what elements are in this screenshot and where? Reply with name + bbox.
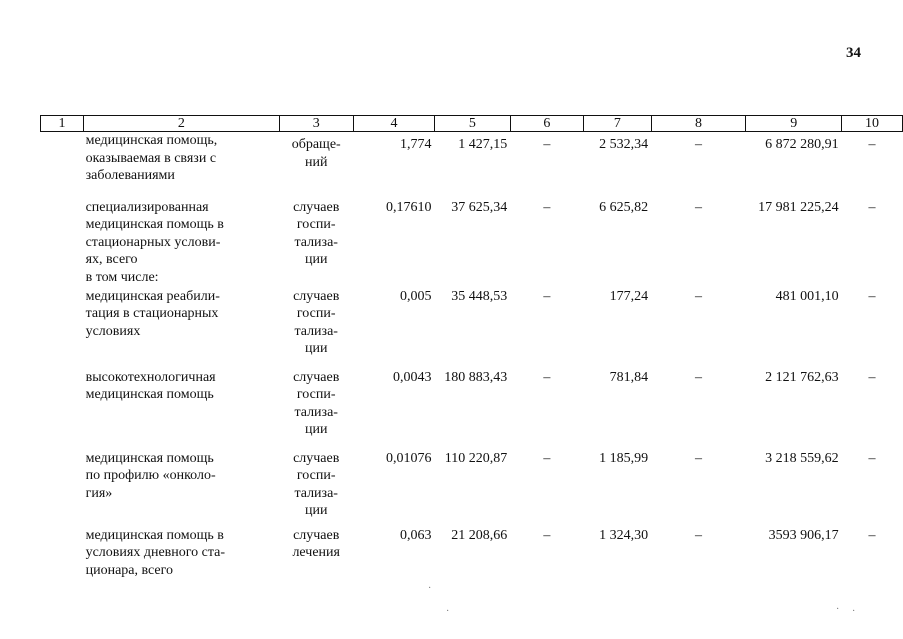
service-description-line: оказываемая в связи с — [85, 150, 217, 166]
service-description-line: ях, всего — [85, 252, 138, 267]
column-10-cell: – — [868, 137, 876, 152]
column-number-1: 1 — [41, 116, 84, 132]
column-8-cell: – — [695, 527, 703, 543]
unit-of-measure-line: случаев — [293, 199, 340, 215]
table-row — [41, 132, 903, 199]
column-8-cell: – — [695, 288, 703, 304]
column-number-2: 2 — [84, 116, 279, 132]
service-description-cell — [84, 527, 279, 589]
column-number-7: 7 — [584, 116, 652, 132]
service-description-line: специализированная — [85, 199, 209, 215]
volume-value-cell: 0,17610 — [386, 199, 432, 215]
unit-of-measure-line: госпи- — [296, 387, 336, 402]
cell-col-1 — [41, 527, 84, 589]
service-description-line: ционара, всего — [85, 562, 174, 578]
table-body — [41, 132, 903, 589]
cell-col-1 — [41, 369, 84, 450]
cost-per-unit-cell: 180 883,43 — [444, 369, 508, 385]
service-description-line: высокотехнологичная — [85, 369, 216, 385]
service-description-line: тация в стационарных — [85, 306, 219, 321]
service-description-cell — [84, 199, 279, 288]
column-6-cell: – — [543, 369, 551, 385]
per-capita-norm-cell: 781,84 — [609, 369, 649, 385]
unit-of-measure-line: ции — [304, 422, 328, 437]
service-description-line: медицинская реабили- — [85, 288, 220, 304]
column-number-3: 3 — [279, 116, 353, 132]
column-10-cell: – — [868, 527, 876, 543]
page-number: 34 — [846, 45, 861, 61]
unit-of-measure-cell — [279, 199, 353, 288]
unit-of-measure-line: тализа- — [294, 323, 338, 339]
volume-value-cell: 0,01076 — [386, 450, 432, 466]
scan-speck: · — [836, 604, 840, 615]
table-row — [41, 369, 903, 450]
unit-of-measure-line: ции — [304, 341, 328, 356]
cost-per-unit-cell: 110 220,87 — [444, 450, 508, 466]
unit-of-measure-cell — [279, 288, 353, 369]
per-capita-norm-cell: 2 532,34 — [599, 137, 649, 152]
total-cost-cell: 2 121 762,63 — [765, 369, 839, 385]
column-number-9: 9 — [746, 116, 842, 132]
unit-of-measure-cell — [279, 527, 353, 589]
unit-of-measure-line: случаев — [293, 527, 340, 543]
cost-per-unit-cell: 37 625,34 — [451, 199, 508, 215]
column-8-cell: – — [695, 199, 703, 215]
cell-col-1 — [41, 199, 84, 288]
service-description-cell — [84, 369, 279, 450]
service-description-cell — [84, 132, 279, 199]
service-description-line: в том числе: — [85, 269, 159, 285]
cell-col-1 — [41, 450, 84, 527]
unit-of-measure-cell — [279, 450, 353, 527]
unit-of-measure-line: обраще- — [291, 137, 341, 152]
unit-of-measure-cell — [279, 369, 353, 450]
unit-of-measure-line: госпи- — [296, 217, 336, 232]
unit-of-measure-line: лечения — [292, 545, 340, 560]
service-description-line: заболеваниями — [85, 168, 175, 183]
unit-of-measure-line: случаев — [293, 288, 340, 304]
volume-value-cell: 0,0043 — [393, 369, 432, 385]
cost-per-unit-cell: 1 427,15 — [458, 137, 508, 152]
column-8-cell: – — [695, 137, 703, 152]
column-10-cell: – — [868, 288, 876, 304]
column-6-cell: – — [543, 527, 551, 543]
unit-of-measure-line: случаев — [293, 450, 340, 466]
table-row — [41, 527, 903, 589]
column-number-header-row — [41, 116, 903, 132]
table-row — [41, 199, 903, 288]
tariff-table — [40, 115, 903, 589]
service-description-line: по профилю «онколо- — [85, 468, 216, 483]
volume-value-cell: 1,774 — [400, 137, 432, 152]
service-description-cell — [84, 450, 279, 527]
cell-col-1 — [41, 288, 84, 369]
unit-of-measure-line: госпи- — [296, 306, 336, 321]
service-description-line: стационарных услови- — [85, 234, 221, 250]
cost-per-unit-cell: 21 208,66 — [451, 527, 508, 543]
column-number-6: 6 — [510, 116, 583, 132]
total-cost-cell: 17 981 225,24 — [758, 199, 839, 215]
service-description-line: медицинская помощь в — [85, 527, 224, 543]
column-6-cell: – — [543, 450, 551, 466]
service-description-line: медицинская помощь — [85, 450, 214, 466]
unit-of-measure-line: тализа- — [294, 234, 338, 250]
unit-of-measure-line: ции — [304, 503, 328, 518]
service-description-line: условиях — [85, 323, 141, 339]
unit-of-measure-line: госпи- — [296, 468, 336, 483]
service-description-line: медицинская помощь, — [85, 133, 218, 148]
cost-per-unit-cell: 35 448,53 — [451, 288, 508, 304]
column-number-5: 5 — [435, 116, 511, 132]
column-10-cell: – — [868, 450, 876, 466]
cell-col-1 — [41, 132, 84, 199]
volume-value-cell: 0,063 — [400, 527, 432, 543]
unit-of-measure-cell — [279, 132, 353, 199]
total-cost-cell: 6 872 280,91 — [765, 137, 839, 152]
column-number-10: 10 — [842, 116, 903, 132]
service-description-line: медицинская помощь в — [85, 217, 224, 232]
column-number-8: 8 — [651, 116, 746, 132]
column-6-cell: – — [543, 137, 551, 152]
total-cost-cell: 3593 906,17 — [768, 527, 839, 543]
volume-value-cell: 0,005 — [400, 288, 432, 304]
scan-speck: · — [428, 583, 432, 594]
service-description-line: медицинская помощь — [85, 387, 214, 402]
unit-of-measure-line: случаев — [293, 369, 340, 385]
column-number-4: 4 — [353, 116, 434, 132]
per-capita-norm-cell: 177,24 — [609, 288, 649, 304]
per-capita-norm-cell: 1 324,30 — [599, 527, 649, 543]
scan-speck: · — [852, 606, 856, 617]
column-6-cell: – — [543, 288, 551, 304]
column-6-cell: – — [543, 199, 551, 215]
column-8-cell: – — [695, 369, 703, 385]
total-cost-cell: 3 218 559,62 — [765, 450, 839, 466]
column-10-cell: – — [868, 199, 876, 215]
unit-of-measure-line: тализа- — [294, 485, 338, 501]
per-capita-norm-cell: 1 185,99 — [599, 450, 649, 466]
unit-of-measure-line: ции — [304, 252, 328, 267]
column-8-cell: – — [695, 450, 703, 466]
unit-of-measure-line: тализа- — [294, 404, 338, 420]
table-row — [41, 450, 903, 527]
unit-of-measure-line: ний — [304, 154, 328, 170]
service-description-line: условиях дневного ста- — [85, 545, 226, 560]
per-capita-norm-cell: 6 625,82 — [599, 199, 649, 215]
table-row — [41, 288, 903, 369]
scan-speck: · — [446, 606, 450, 617]
total-cost-cell: 481 001,10 — [775, 288, 839, 304]
column-10-cell: – — [868, 369, 876, 385]
service-description-cell — [84, 288, 279, 369]
service-description-line: гия» — [85, 485, 113, 501]
